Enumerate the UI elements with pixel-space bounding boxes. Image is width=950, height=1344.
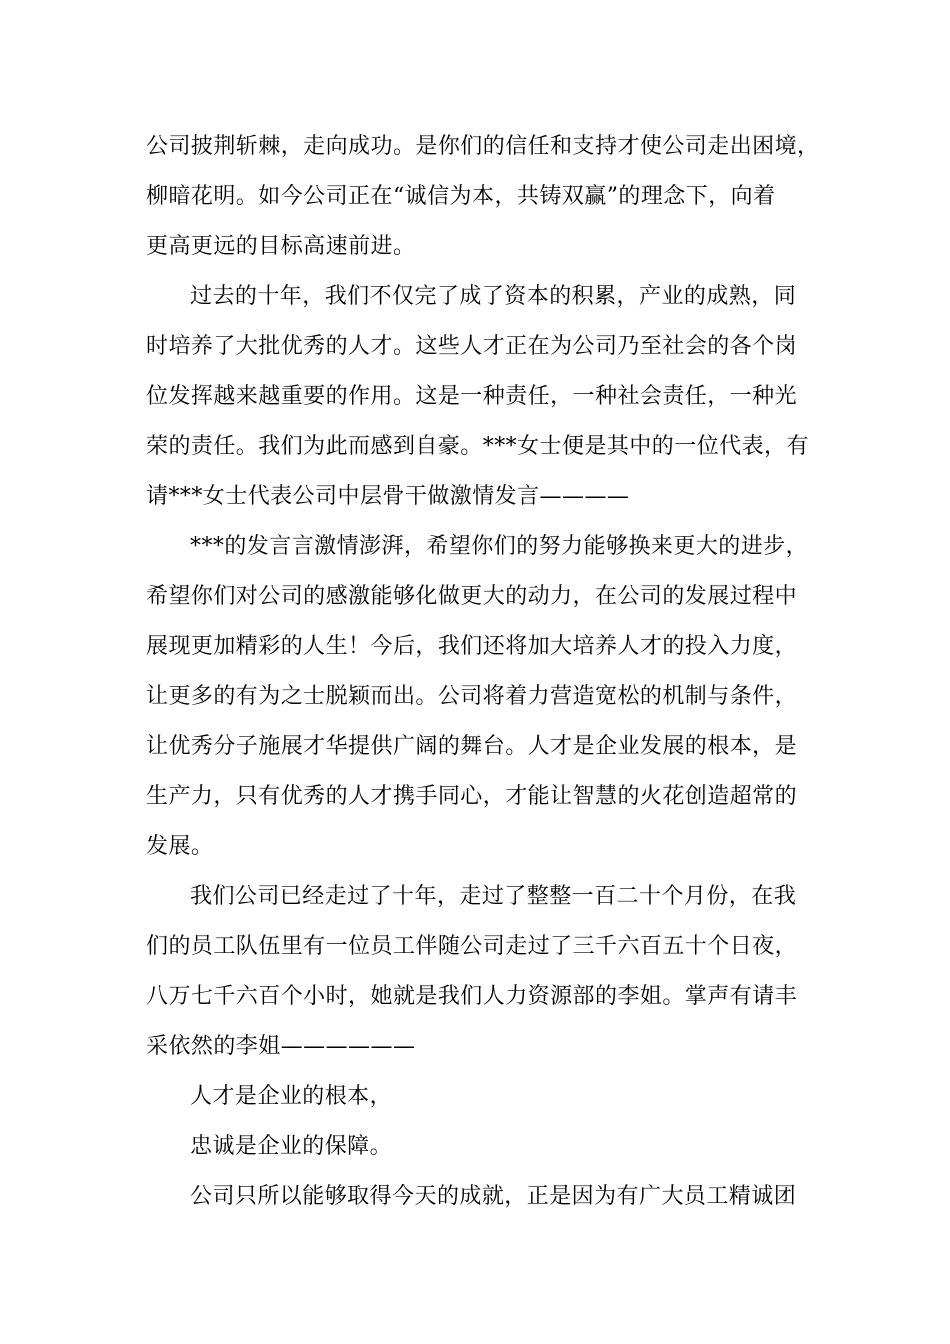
paragraph-first-line: ***的发言言激情澎湃，希望你们的努力能够换来更大的进步， (190, 534, 809, 559)
slogan-line: 忠诚是企业的保障。 (190, 1134, 393, 1159)
paragraph-first-line: 我们公司已经走过了十年，走过了整整一百二十个月份，在我 (190, 884, 797, 909)
text-line: 时培养了大批优秀的人才。这些人才正在为公司乃至社会的各个岗 (146, 334, 798, 359)
text-line: 八万七千六百个小时，她就是我们人力资源部的李姐。掌声有请丰 (146, 984, 798, 1009)
text-line: 荣的责任。我们为此而感到自豪。***女士便是其中的一位代表，有 (146, 434, 809, 459)
text-line: 让更多的有为之士脱颖而出。公司将着力营造宽松的机制与条件， (146, 684, 798, 709)
paragraph-first-line: 公司只所以能够取得今天的成就，正是因为有广大员工精诚团 (190, 1184, 797, 1209)
text-line: 让优秀分子施展才华提供广阔的舞台。人才是企业发展的根本，是 (146, 734, 798, 759)
text-line: 生产力，只有优秀的人才携手同心，才能让智慧的火花创造超常的 (146, 784, 798, 809)
text-line: 展现更加精彩的人生！今后，我们还将加大培养人才的投入力度， (146, 634, 798, 659)
text-line: 发展。 (146, 834, 214, 859)
text-line: 柳暗花明。如今公司正在“诚信为本，共铸双赢”的理念下，向着 (146, 184, 776, 209)
slogan-line: 人才是企业的根本， (190, 1084, 393, 1109)
text-line: 请***女士代表公司中层骨干做激情发言———— (146, 484, 630, 509)
paragraph-first-line: 过去的十年，我们不仅完了成了资本的积累，产业的成熟，同 (190, 284, 797, 309)
text-line: 采依然的李姐—————— (146, 1034, 416, 1059)
text-line: 公司披荆斩棘，走向成功。是你们的信任和支持才使公司走出困境， (146, 134, 820, 159)
text-line: 位发挥越来越重要的作用。这是一种责任，一种社会责任，一种光 (146, 384, 798, 409)
text-line: 们的员工队伍里有一位员工伴随公司走过了三千六百五十个日夜， (146, 934, 798, 959)
text-line: 更高更远的目标高速前进。 (146, 234, 416, 259)
text-line: 希望你们对公司的感激能够化做更大的动力，在公司的发展过程中 (146, 584, 798, 609)
